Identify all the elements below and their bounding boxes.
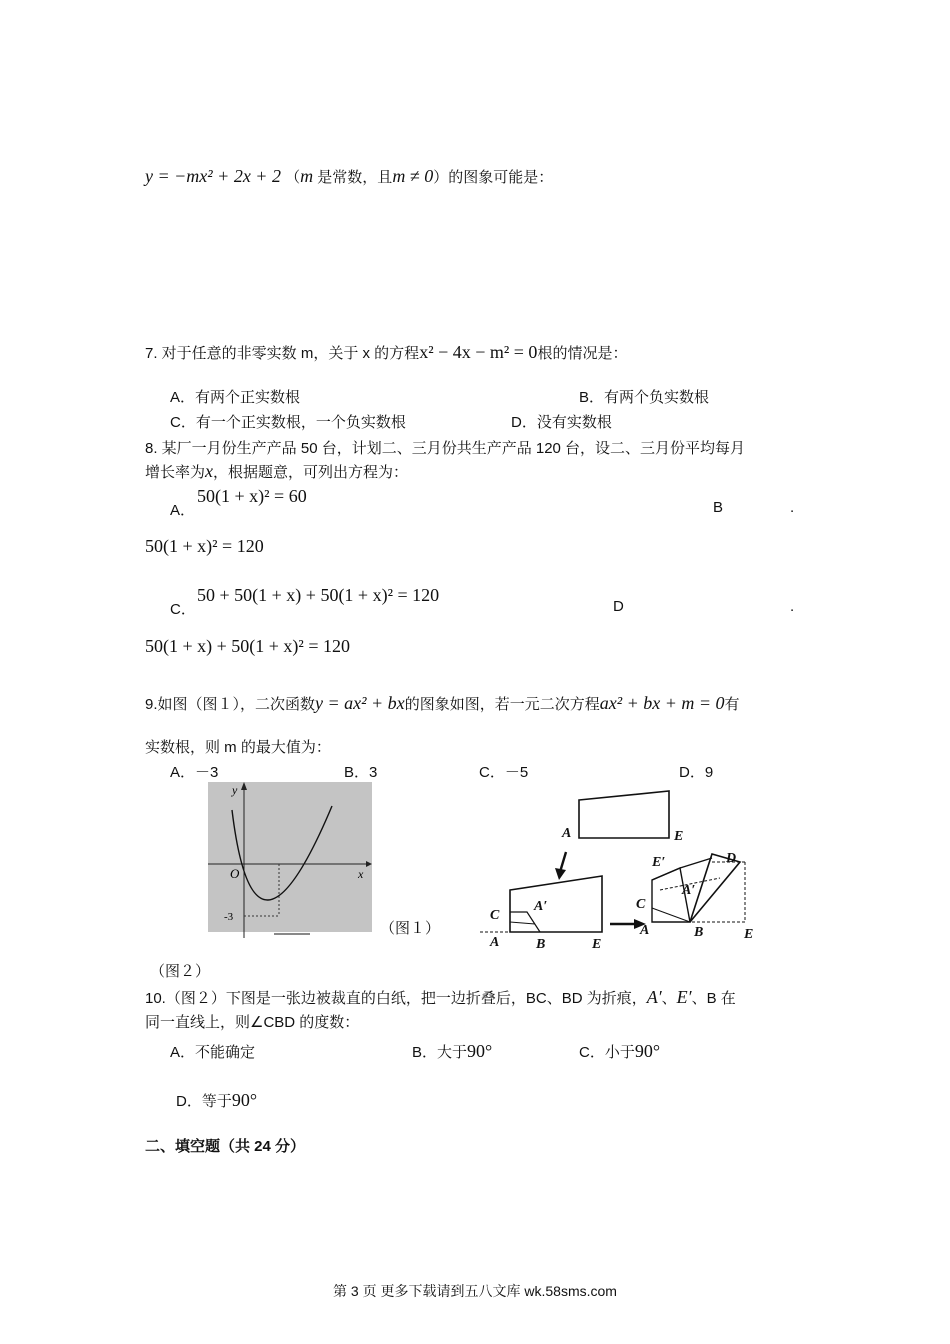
origin-label: O [230,866,240,881]
figure1-caption: （图１） [380,920,441,937]
q9-stem-a: 9.如图（图１），二次函数 [145,696,316,713]
label-ap2: A′ [534,899,548,914]
arrow-down-head [555,868,566,880]
label-c2: C [490,908,500,923]
q7-option-a: A．有两个正实数根 [170,389,301,406]
section2-heading: 二、填空题（共 24 分） [145,1138,306,1155]
q8-d-equation: 50(1 + x) + 50(1 + x)² = 120 [145,636,350,656]
q7-equation: x² − 4x − m² = 0 [419,342,538,362]
q9-option-d: D．9 [679,764,714,781]
q9-stem [145,693,740,714]
label-ap3: A′ [682,883,696,898]
q10-stem-a: 10.（图２）下图是一张边被裁直的白纸，把一边折叠后，BC、BD 为折痕， [145,990,647,1007]
q8-a-label: A． [170,502,196,519]
q8-d-dot: . [790,598,795,615]
q10-option-c [579,1041,660,1062]
label-a1: A [562,826,572,841]
label-a2: A [490,935,500,950]
label-d3: D [726,851,737,866]
arrow-down-shaft [560,852,566,872]
q6-constant-text: 是常数，且 [313,169,393,186]
q8-b-dot: . [790,499,795,516]
q10-separator: 、 [661,990,677,1007]
q6-line [145,166,553,187]
q8-var: x [205,461,214,481]
q7-stem [145,342,627,363]
q6-m: m [300,166,314,186]
fold-line-c [652,908,690,922]
label-e1: E [674,829,684,844]
q7-option-c: C．有一个正实数根，一个负实数根 [170,414,406,431]
q10-sym-e-prime: E′ [676,987,692,1007]
q10-stem-b: 、B 在 [691,990,736,1007]
q9-eq1: y = ax² + bx [315,693,405,713]
q8-a-equation: 50(1 + x)² = 60 [197,486,307,506]
q9-option-a: A．－3 [170,764,219,781]
q10-option-d-degree: 90° [231,1090,258,1110]
q9-option-c: C．－5 [479,764,529,781]
label-b3: B [694,925,704,940]
q10-option-b-degree: 90° [467,1041,493,1061]
q8-b-equation: 50(1 + x)² = 120 [145,536,264,556]
q8-line2 [145,461,408,482]
q10-option-d-text: D．等于 [176,1093,232,1110]
label-e3p: E′ [652,855,666,870]
q9-line2: 实数根，则 m 的最大值为： [145,739,331,756]
q10-option-d [176,1090,257,1111]
q8-d-label: D [613,598,624,615]
y-axis-label: y [232,783,238,797]
q6-condition: m ≠ 0 [392,166,434,186]
graph-background [208,782,372,932]
q10-option-a: A．不能确定 [170,1044,256,1061]
figure2-caption: （图２） [150,963,211,980]
figure1-parabola-graph [208,782,372,938]
label-a3: A [640,923,650,938]
q10-sym-a-prime: A′ [646,987,662,1007]
q6-formula: y = −mx² + 2x + 2 [145,166,281,186]
q10-stem [145,987,736,1008]
q9-eq2: ax² + bx + m = 0 [599,693,725,713]
neg3-label: -3 [224,911,234,923]
page-footer: 第 3 页 更多下载请到五八文库 wk.58sms.com [333,1283,617,1299]
q9-option-b: B．3 [344,764,378,781]
q8-c-label: C． [170,601,196,618]
q10-option-c-degree: 90° [634,1041,661,1061]
q10-option-b-text: B．大于 [412,1044,468,1061]
q9-stem-b: 的图象如图，若一元二次方程 [404,696,600,713]
q10-line2: 同一直线上，则∠CBD 的度数： [145,1014,360,1031]
label-b2: B [536,937,546,952]
q10-option-c-text: C．小于 [579,1044,635,1061]
q8-b-label: B [713,499,724,516]
q6-tail: ）的图象可能是： [433,169,554,186]
q7-stem-b: 根的情况是： [537,345,628,362]
label-c3: C [636,897,646,912]
q7-option-d: D．没有实数根 [511,414,612,431]
label-e2: E [592,937,602,952]
label-e3: E [744,927,754,942]
q10-option-b [412,1041,492,1062]
fold-middle-line [510,922,535,924]
q8-line2-b: ，根据题意，可列出方程为： [213,464,409,481]
q8-line1: 8. 某厂一月份生产产品 50 台，计划二、三月份共生产产品 120 台，设二、三月份平均每月 [145,440,746,457]
q9-stem-c: 有 [724,696,740,713]
q8-line2-a: 增长率为 [145,464,206,481]
x-axis-label: x [358,867,364,881]
figure2-paper-folding [480,782,770,954]
q6-paren: （ [285,169,301,186]
paper-top [579,791,669,838]
q7-stem-a: 7. 对于任意的非零实数 m，关于 x 的方程 [145,345,420,362]
q7-option-b: B．有两个负实数根 [579,389,710,406]
q8-c-equation: 50 + 50(1 + x) + 50(1 + x)² = 120 [197,585,440,605]
